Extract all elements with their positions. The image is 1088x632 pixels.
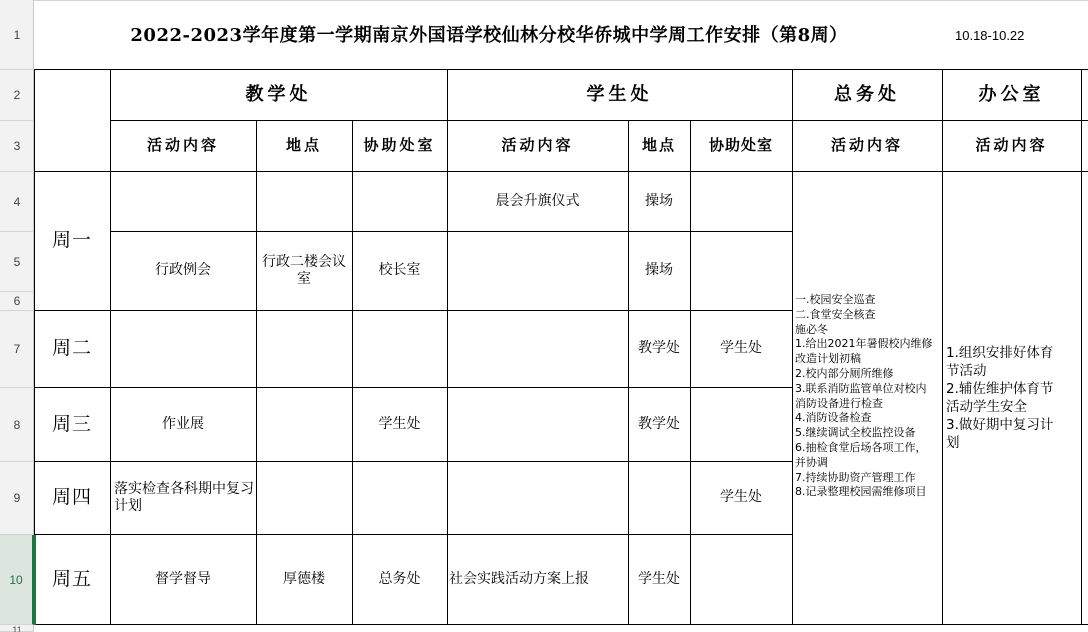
teaching-place[interactable]: 行政二楼会议室 xyxy=(262,253,346,287)
office-item: 活动学生安全 xyxy=(946,399,1027,415)
general-item: 二.食堂安全核查 xyxy=(795,307,876,321)
dept-header-teaching: 教学处 xyxy=(245,84,312,105)
row-number[interactable]: 8 xyxy=(0,388,34,462)
student-assist[interactable]: 学生处 xyxy=(720,489,762,505)
page-title: 2022-2023学年度第一学期南京外国语学校仙林分校华侨城中学周工作安排（第8周） xyxy=(130,24,848,46)
day-label-wed: 周三 xyxy=(51,412,92,435)
teaching-place[interactable] xyxy=(256,461,352,534)
student-content[interactable]: 社会实践活动方案上报 xyxy=(449,570,589,587)
student-content[interactable]: 晨会升旗仪式 xyxy=(495,192,580,209)
student-content[interactable] xyxy=(447,231,628,310)
teaching-place[interactable] xyxy=(256,171,352,231)
office-item: 节活动 xyxy=(946,363,987,379)
row-number[interactable]: 7 xyxy=(0,311,34,388)
day-label-mon: 周一 xyxy=(51,229,92,251)
dept-header-student: 学生处 xyxy=(586,84,653,105)
dept-header-office: 办公室 xyxy=(978,84,1045,105)
general-item: 7.持续协助资产管理工作 xyxy=(795,470,916,484)
student-place[interactable] xyxy=(628,461,690,534)
student-assist[interactable] xyxy=(690,387,792,461)
office-item: 1.组织安排好体育 xyxy=(946,345,1054,361)
row-number[interactable]: 2 xyxy=(0,70,34,121)
row-number[interactable]: 5 xyxy=(0,232,34,292)
general-item: 5.继续调试全校监控设备 xyxy=(795,426,916,440)
teaching-assist[interactable] xyxy=(352,461,447,534)
general-item: 8.记录整理校园需维修项目 xyxy=(795,485,927,499)
row-number-selected[interactable]: 10 xyxy=(0,535,34,625)
student-content[interactable] xyxy=(447,310,628,387)
date-range: 10.18-10.22 xyxy=(955,27,1025,43)
subheader-assist: 协助处室 xyxy=(363,136,436,154)
teaching-place[interactable] xyxy=(256,387,352,461)
row-number[interactable]: 4 xyxy=(0,172,34,232)
subheader-place: 地点 xyxy=(641,136,676,154)
general-affairs-list[interactable] xyxy=(793,293,942,513)
general-item: 4.消防设备检查 xyxy=(795,411,872,425)
student-content[interactable] xyxy=(447,461,628,534)
office-list[interactable] xyxy=(944,344,1081,454)
student-place[interactable]: 教学处 xyxy=(638,415,680,432)
student-assist[interactable] xyxy=(690,171,792,231)
general-item: 并协调 xyxy=(795,455,828,469)
border-line xyxy=(34,624,1088,625)
day-label-fri: 周五 xyxy=(51,567,92,590)
student-place[interactable]: 学生处 xyxy=(638,570,680,587)
student-assist[interactable] xyxy=(690,231,792,310)
row-number[interactable]: 11 xyxy=(0,625,34,632)
row-number[interactable]: 6 xyxy=(0,292,34,311)
general-item: 一.校园安全巡查 xyxy=(795,293,876,306)
teaching-content[interactable] xyxy=(110,171,256,231)
row-number[interactable]: 9 xyxy=(0,462,34,535)
student-place[interactable]: 教学处 xyxy=(638,340,680,356)
general-item: 施必冬 xyxy=(795,322,828,336)
general-item: 1.给出2021年暑假校内维修 xyxy=(795,337,933,351)
general-item: 消防设备进行检查 xyxy=(795,396,883,410)
student-place[interactable]: 操场 xyxy=(645,192,673,209)
general-item: 改造计划初稿 xyxy=(795,352,861,366)
office-item: 划 xyxy=(946,435,960,451)
student-assist[interactable] xyxy=(690,534,792,624)
dept-header-general: 总务处 xyxy=(834,84,900,105)
teaching-assist[interactable] xyxy=(352,171,447,231)
teaching-assist[interactable]: 校长室 xyxy=(378,262,421,278)
teaching-content[interactable]: 督学督导 xyxy=(155,570,211,587)
student-place[interactable]: 操场 xyxy=(645,262,673,278)
teaching-place[interactable] xyxy=(256,310,352,387)
row-number[interactable]: 1 xyxy=(0,0,34,70)
general-item: 3.联系消防监管单位对校内 xyxy=(795,381,927,395)
teaching-content[interactable]: 行政例会 xyxy=(155,262,211,278)
teaching-assist[interactable]: 总务处 xyxy=(378,570,421,587)
office-item: 2.辅佐维护体育节 xyxy=(946,381,1054,397)
teaching-assist[interactable] xyxy=(352,310,447,387)
teaching-content[interactable] xyxy=(110,310,256,387)
subheader-content: 活动内容 xyxy=(975,136,1048,154)
day-label-tue: 周二 xyxy=(51,337,92,359)
subheader-content: 活动内容 xyxy=(501,136,574,154)
subheader-assist: 协助处室 xyxy=(708,136,773,154)
general-item: 2.校内部分厕所维修 xyxy=(795,366,894,380)
general-item: 6.抽检食堂后场各项工作， xyxy=(795,440,927,454)
subheader-content: 活动内容 xyxy=(146,136,219,154)
day-label-thu: 周四 xyxy=(51,486,92,508)
subheader-content: 活动内容 xyxy=(830,136,903,154)
teaching-place[interactable]: 厚德楼 xyxy=(283,570,325,587)
border-line xyxy=(1081,69,1082,625)
student-assist[interactable]: 学生处 xyxy=(720,340,762,356)
row-number[interactable]: 3 xyxy=(0,121,34,172)
teaching-content[interactable]: 落实检查各科期中复习计划 xyxy=(114,480,254,514)
subheader-place: 地点 xyxy=(285,136,322,154)
teaching-assist[interactable]: 学生处 xyxy=(378,415,421,432)
student-content[interactable] xyxy=(447,387,628,461)
teaching-content[interactable]: 作业展 xyxy=(162,415,204,432)
office-item: 3.做好期中复习计 xyxy=(946,417,1054,433)
